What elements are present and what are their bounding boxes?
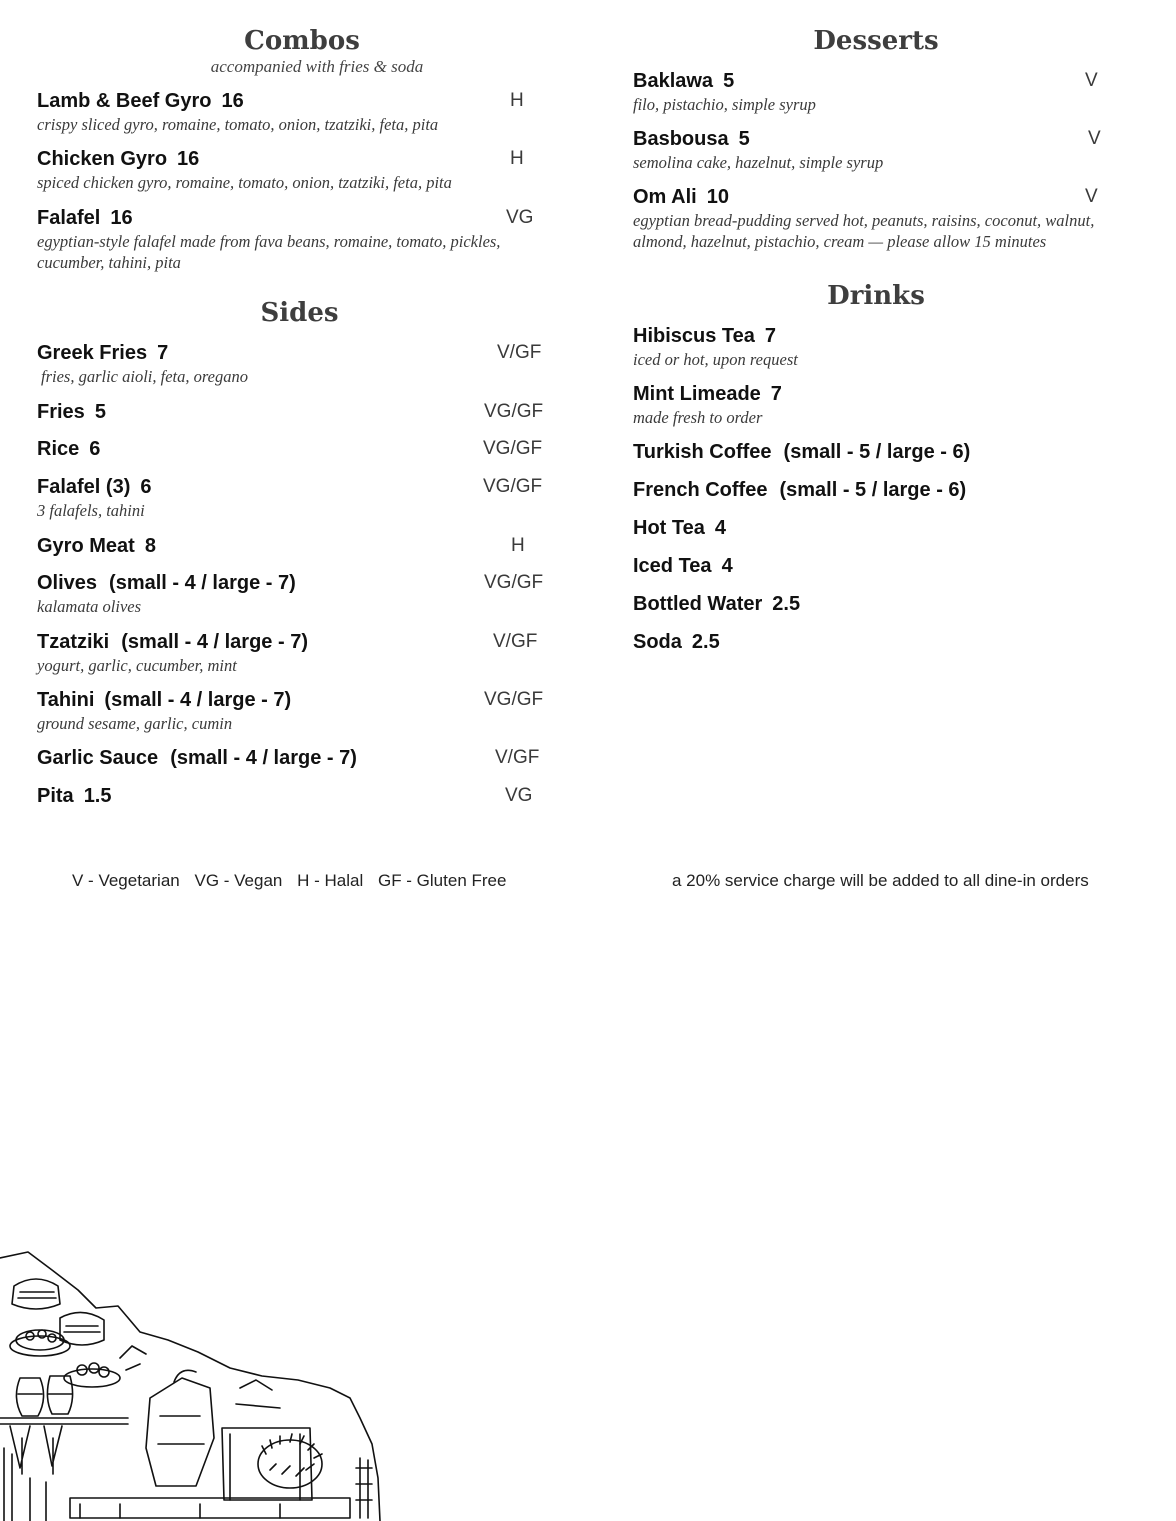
- item-name: Greek Fries: [37, 342, 148, 364]
- item-price: 7: [764, 325, 777, 347]
- menu-item: [37, 746, 557, 770]
- menu-item: [37, 475, 557, 521]
- item-price: (small - 5 / large - 6): [779, 479, 967, 501]
- dietary-tag: V: [1085, 70, 1098, 91]
- menu-item: [37, 688, 557, 734]
- item-price: 1.5: [83, 785, 112, 807]
- item-price: (small - 5 / large - 6): [783, 441, 971, 463]
- item-name: Baklawa: [633, 70, 714, 92]
- item-name: Lamb & Beef Gyro: [37, 90, 212, 112]
- item-name: Tzatziki: [37, 631, 110, 653]
- item-price: (small - 4 / large - 7): [109, 572, 296, 594]
- menu-item: [37, 437, 557, 461]
- item-name: Tahini: [37, 689, 95, 711]
- item-price: 7: [157, 342, 169, 364]
- legend-vegan: VG - Vegan: [194, 871, 283, 890]
- item-name: Fries: [37, 401, 85, 423]
- item-price: 16: [221, 90, 244, 112]
- dietary-tag: VG: [505, 785, 533, 806]
- dietary-tag: V: [1088, 128, 1101, 149]
- item-description: fries, garlic aioli, feta, oregano: [41, 367, 248, 386]
- menu-item: [633, 324, 1133, 370]
- item-description: ground sesame, garlic, cumin: [37, 714, 233, 733]
- item-name: Soda: [633, 631, 682, 653]
- menu-item: [633, 127, 1133, 173]
- item-price: 10: [706, 186, 729, 208]
- item-description: egyptian bread-pudding served hot, peanuts, raisins, coconut, walnut, almond, hazelnut, pistachio, cream — please allow 15 minutes: [633, 211, 1095, 251]
- item-price: 8: [144, 535, 156, 557]
- dietary-tag: V/GF: [497, 342, 542, 363]
- dietary-tag: VG/GF: [484, 572, 544, 593]
- menu-item: [37, 534, 557, 558]
- item-description: egyptian-style falafel made from fava beans, romaine, tomato, pickles, cucumber, tahini, pita: [37, 232, 501, 272]
- item-name: Falafel: [37, 207, 101, 229]
- item-description: iced or hot, upon request: [633, 350, 798, 369]
- item-name: Chicken Gyro: [37, 148, 168, 170]
- dietary-tag: H: [511, 535, 525, 556]
- menu-item: [633, 516, 1133, 540]
- menu-item: [633, 554, 1133, 578]
- item-name: Garlic Sauce: [37, 747, 159, 769]
- legend-vegetarian: V - Vegetarian: [72, 871, 180, 890]
- dietary-tag: V: [1085, 186, 1098, 207]
- menu-item: [37, 206, 557, 273]
- item-description: filo, pistachio, simple syrup: [633, 95, 816, 114]
- drinks-heading: Drinks: [827, 281, 925, 311]
- item-price: 2.5: [691, 631, 720, 653]
- item-name: Hibiscus Tea: [633, 325, 755, 347]
- item-name: Rice: [37, 438, 80, 460]
- menu-item: [633, 440, 1133, 464]
- item-name: Basbousa: [633, 128, 729, 150]
- item-name: Falafel (3): [37, 476, 131, 498]
- item-description: semolina cake, hazelnut, simple syrup: [633, 153, 884, 172]
- menu-item: [633, 478, 1133, 502]
- item-name: Turkish Coffee: [633, 441, 772, 463]
- menu-item: [37, 784, 557, 808]
- menu-item: [633, 69, 1133, 115]
- dietary-tag: H: [510, 90, 524, 111]
- item-price: 2.5: [772, 593, 801, 615]
- menu-item: [633, 592, 1133, 616]
- item-price: (small - 4 / large - 7): [170, 747, 357, 769]
- item-name: Mint Limeade: [633, 383, 761, 405]
- item-name: Olives: [37, 572, 98, 594]
- menu-item: [633, 630, 1133, 654]
- item-price: (small - 4 / large - 7): [104, 689, 292, 711]
- item-name: Om Ali: [633, 186, 697, 208]
- item-price: (small - 4 / large - 7): [121, 631, 308, 653]
- item-price: 5: [723, 70, 735, 92]
- dietary-tag: VG/GF: [484, 401, 544, 422]
- item-price: 16: [110, 207, 133, 229]
- dietary-tag: VG/GF: [483, 438, 543, 459]
- item-description: spiced chicken gyro, romaine, tomato, onion, tzatziki, feta, pita: [37, 173, 452, 192]
- dietary-tag: VG/GF: [483, 476, 543, 497]
- item-description: made fresh to order: [633, 408, 763, 427]
- item-description: 3 falafels, tahini: [37, 501, 145, 520]
- menu-item: [37, 400, 557, 424]
- menu-item: [37, 341, 557, 387]
- egyptian-sketch-illustration-icon: [0, 1248, 390, 1521]
- legend-halal: H - Halal: [297, 871, 364, 890]
- menu-item: [37, 147, 557, 193]
- item-name: Gyro Meat: [37, 535, 135, 557]
- item-price: 5: [94, 401, 106, 423]
- sides-heading: Sides: [260, 298, 339, 328]
- dietary-tag: H: [510, 148, 524, 169]
- dietary-legend: [72, 871, 516, 891]
- item-name: Bottled Water: [633, 593, 763, 615]
- menu-item: [37, 630, 557, 676]
- item-name: Hot Tea: [633, 517, 705, 539]
- combos-subtitle: accompanied with fries & soda: [210, 57, 424, 76]
- item-name: Iced Tea: [633, 555, 712, 577]
- item-description: crispy sliced gyro, romaine, tomato, onion, tzatziki, feta, pita: [37, 115, 439, 134]
- menu-item: [633, 185, 1133, 252]
- item-price: 4: [714, 517, 726, 539]
- item-name: French Coffee: [633, 479, 768, 501]
- service-charge-note: a 20% service charge will be added to all dine-in orders: [672, 871, 1089, 890]
- item-price: 16: [177, 148, 200, 170]
- menu-item: [37, 89, 557, 135]
- menu-item: [633, 382, 1133, 428]
- dietary-tag: V/GF: [493, 631, 538, 652]
- item-price: 4: [721, 555, 733, 577]
- desserts-heading: Desserts: [813, 26, 939, 56]
- item-description: kalamata olives: [37, 597, 142, 616]
- menu-item: [37, 571, 557, 617]
- item-price: 5: [738, 128, 750, 150]
- dietary-tag: VG: [506, 207, 534, 228]
- item-price: 6: [89, 438, 101, 460]
- item-description: yogurt, garlic, cucumber, mint: [37, 656, 237, 675]
- legend-gluten-free: GF - Gluten Free: [377, 871, 507, 890]
- item-name: Pita: [37, 785, 74, 807]
- dietary-tag: V/GF: [495, 747, 540, 768]
- dietary-tag: VG/GF: [484, 689, 544, 710]
- combos-heading: Combos: [244, 26, 360, 56]
- item-price: 7: [770, 383, 782, 405]
- item-price: 6: [140, 476, 152, 498]
